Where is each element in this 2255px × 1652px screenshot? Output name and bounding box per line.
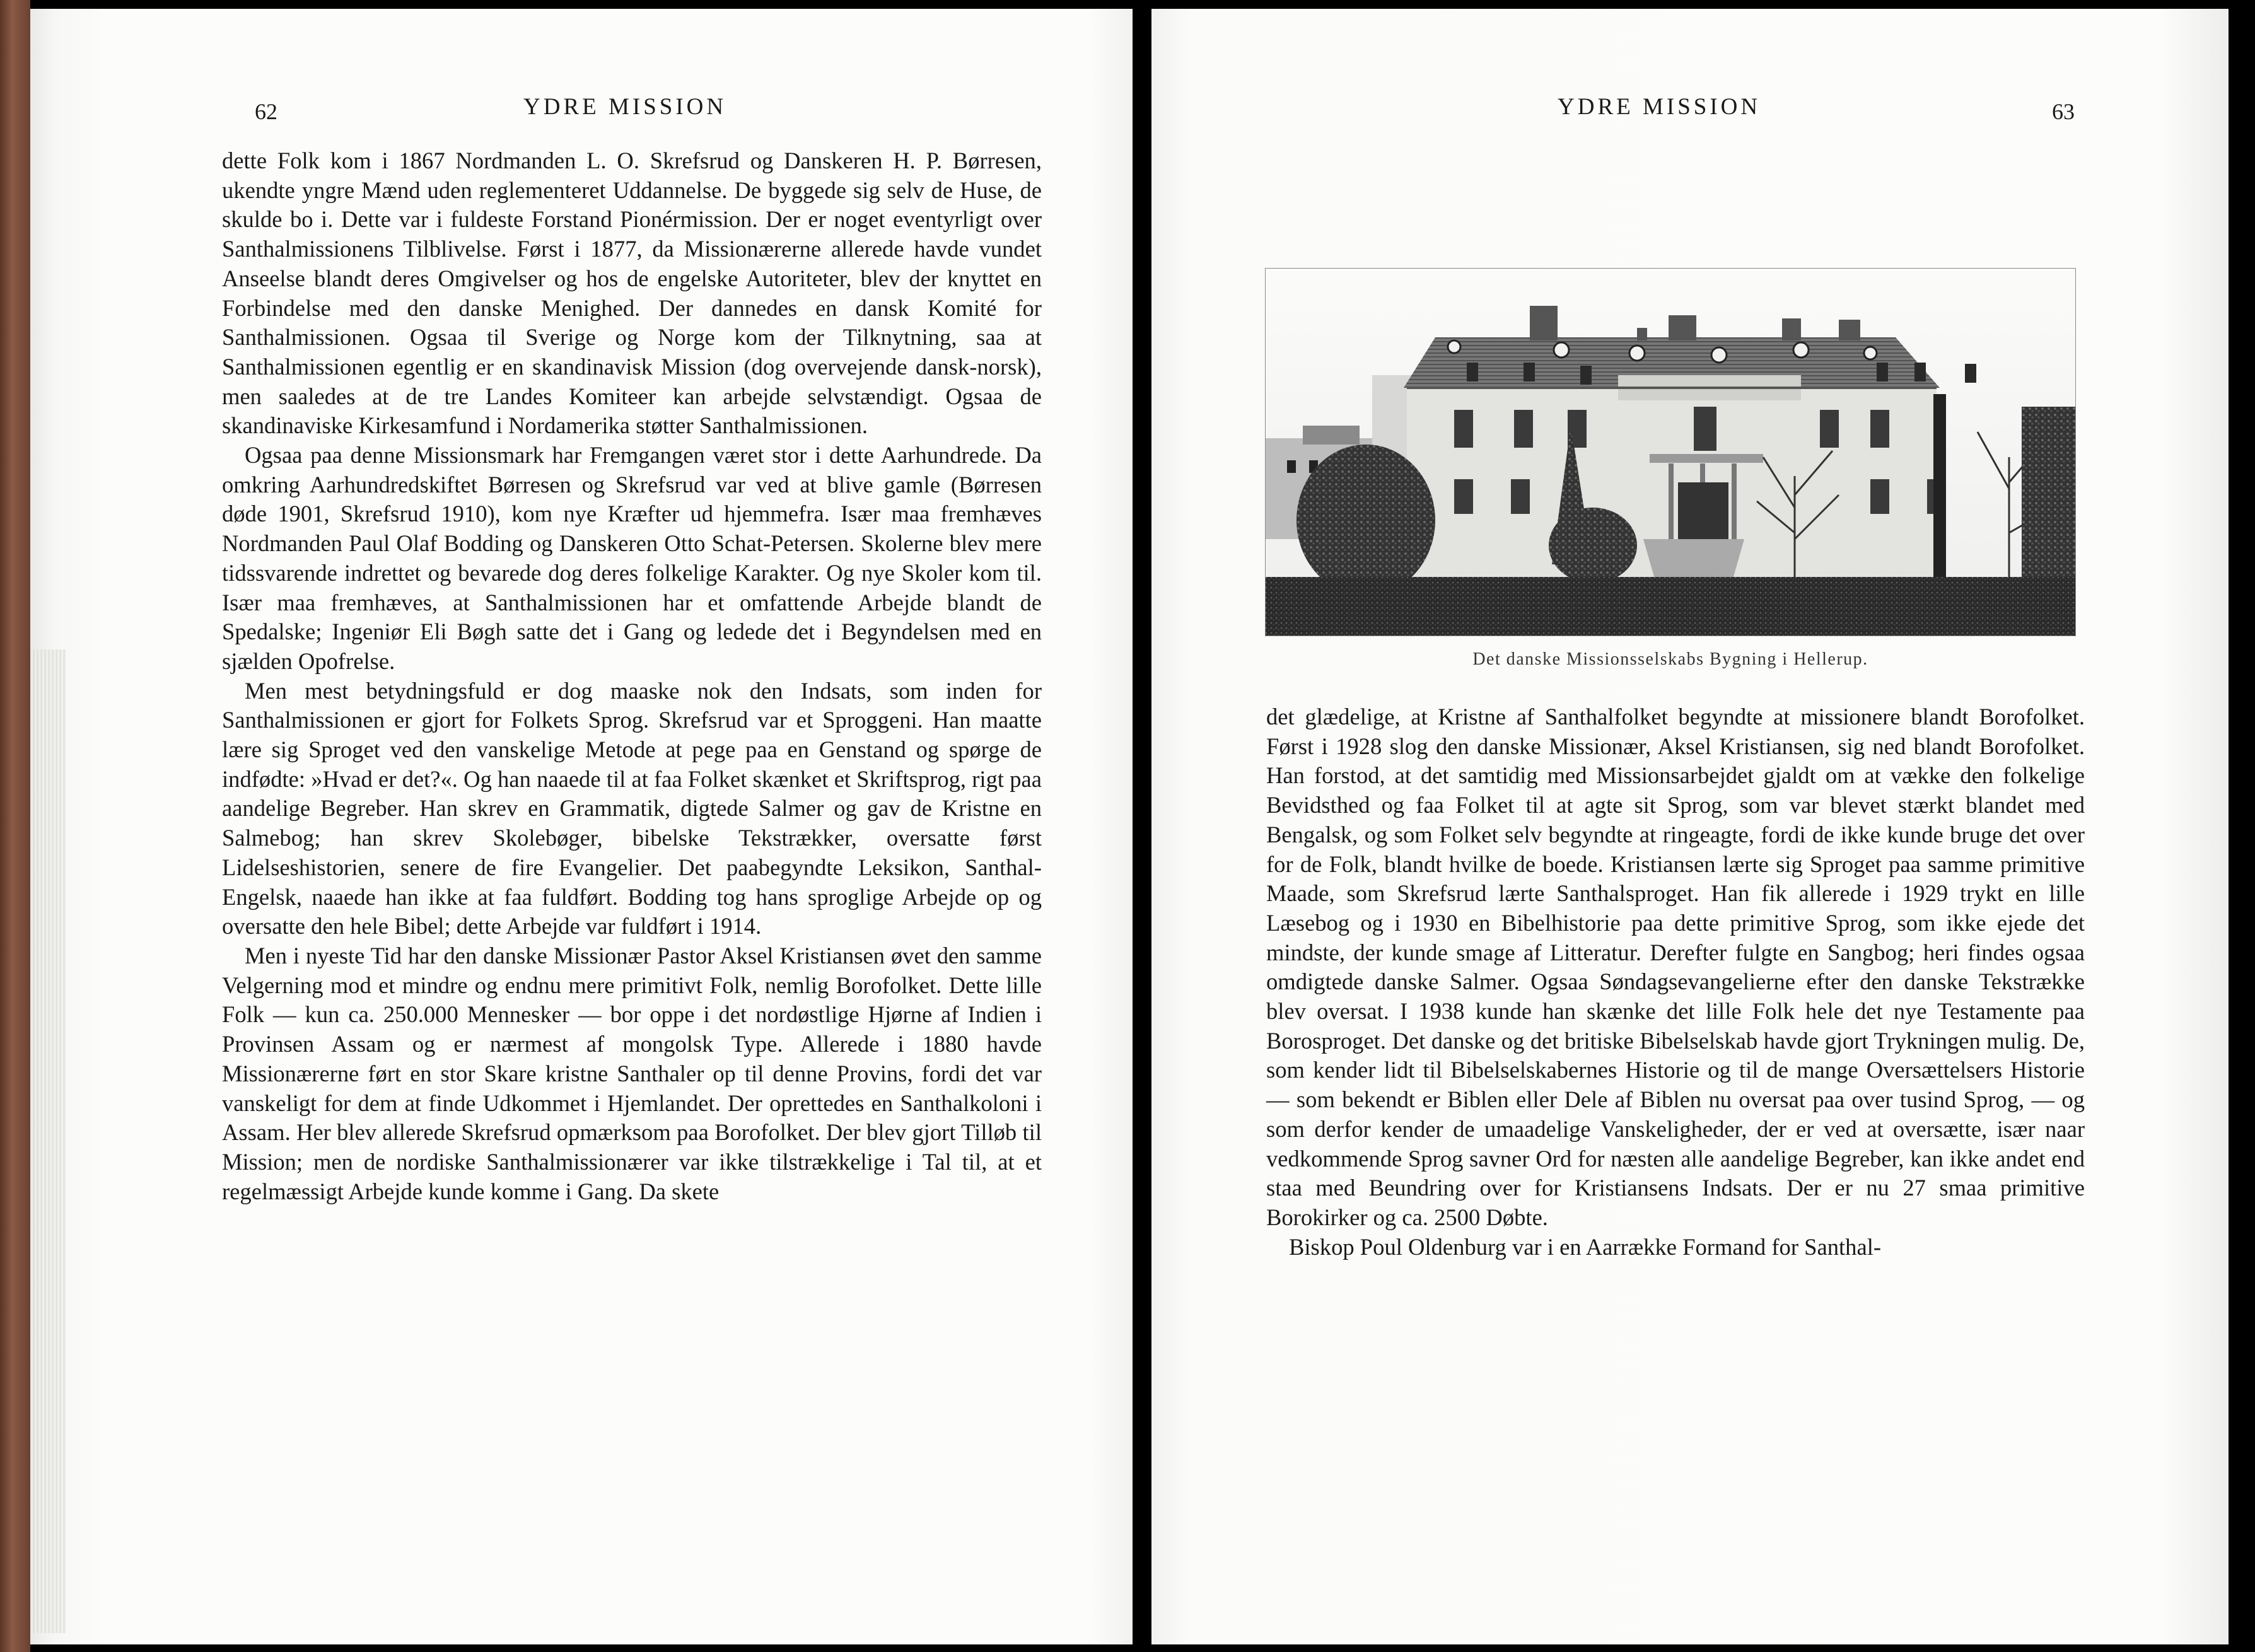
figure-caption: Det danske Missionsselskabs Bygning i Hellerup. (1472, 649, 1868, 669)
right-folio: 63 (2052, 99, 2075, 124)
left-folio: 62 (255, 99, 277, 124)
right-body-text (1266, 702, 2085, 1262)
paragraph: Biskop Poul Oldenburg var i en Aarrække Formand for Santhal- (1289, 1233, 1882, 1260)
right-running-head: YDRE MISSION (1558, 94, 1761, 120)
left-running-head: YDRE MISSION (523, 94, 727, 120)
building-photograph (1265, 268, 2076, 636)
paragraph: det glædelige, at Kristne af Santhalfolket begyndte at missionere blandt Borofolket. Først i 1928 slog den danske Missionær, Aksel Kristiansen, sig ned blandt Borofolket. Han forstod, at det samtidig med Missionsarbejdet gjaldt om at vække den folkelige Bevidsthed og faa Folket til at agte sit Sprog, som var blevet stærkt blandet med Bengalsk, og som Folket selv begyndte at ringeagte, fordi de ikke kunde bruge det over for de Folk, blandt hvilke de boede. Kristiansen lærte sig Sproget paa samme primitive Maade, som Skrefsrud lærte Santhalsproget. Han fik allerede i 1929 trykt en lille Læsebog og i 1930 en Bibelhistorie paa dette primitive Sprog, som ikke ejede det mindste, der kunde smage af Litteratur. Derefter fulgte en Sangbog; heri findes ogsaa omdigtede danske Salmer. Ogsaa Søndagsevangelierne efter den danske Tekstrække blev oversat. I 1938 kunde han skænke det lille Folk hele det nye Testamente paa Borosproget. Det danske og det britiske Bibelselskab havde gjort Trykningen mulig. De, som kender lidt til Bibelselskabernes Historie og til de mange Oversættelsers Historie — som bekendt er Biblen eller Dele af Biblen nu oversat paa over tusind Sprog, — og som derfor kender de umaadelige Vanskeligheder, der er ved at oversætte, især naar vedkommende Sprog savner Ord for næsten alle aandelige Begreber, kan ikke andet end staa med Beundring over for Kristiansens Indsats. Der er nu 27 smaa primitive Borokirker og ca. 2500 Døbte. (1266, 704, 2085, 1230)
paragraph: dette Folk kom i 1867 Nordmanden L. O. Skrefsrud og Danskeren H. P. Børresen, ukendte yngre Mænd uden reglementeret Uddannelse. De byggede sig selv de Huse, de skulde bo i. Dette var i fuldeste Forstand Pionérmission. Der er noget eventyrligt over Santhalmissionens Tilblivelse. Først i 1877, da Missionærerne allerede havde vundet Anseelse blandt deres Omgivelser og hos de engelske Autoriteter, blev der knyttet en Forbindelse med den danske Menighed. Der dannedes en dansk Komité for Santhalmissionen. Ogsaa til Sverige og Norge kom der Tilknytning, saa at Santhalmissionen egentlig er en skandinavisk Mission (dog overvejende dansk-norsk), men saaledes at de tre Landes Komiteer kan arbejde selvstændigt. Ogsaa de skandinaviske Kirkesamfund i Nordamerika støtter Santhalmissionen. (222, 148, 1042, 439)
page-edges (30, 649, 66, 1633)
paragraph: Men mest betydningsfuld er dog maaske nok den Indsats, som inden for Santhalmissionen er gjort for Folkets Sprog. Skrefsrud var et Sproggeni. Han maatte lære sig Sproget ved den vanskelige Metode at pege paa en Genstand og spørge de indfødte: »Hvad er det?«. Og han naaede til at faa Folket skænket et Skriftsprog, rigt paa aandelige Begreber. Han skrev en Grammatik, digtede Salmer og gav de Kristne en Salmebog; han skrev Skolebøger, bibelske Tekstrækker, oversatte først Lidelseshistorien, senere de fire Evangelier. Det paabegyndte Leksikon, Santhal-Engelsk, naaede han ikke at faa fuldført. Bodding tog hans sproglige Arbejde op og oversatte den hele Bibel; dette Arbejde var fuldført i 1914. (222, 677, 1042, 939)
paragraph: Ogsaa paa denne Missionsmark har Fremgangen været stor i dette Aarhundrede. Da omkring Aarhundredskiftet Børresen og Skrefsrud var ved at blive gamle (Børresen døde 1901, Skrefsrud 1910), kom nye Kræfter ud hjemmefra. Især maa fremhæves Nordmanden Paul Olaf Bodding og Danskeren Otto Schat-Petersen. Skolerne blev mere tidssvarende indrettet og bevarede dog deres folkelige Karakter. Og nye Skoler kom til. Især maa fremhæves, at Santhalmissionen har et omfattende Arbejde blandt de Spedalske; Ingeniør Eli Bøgh satte det i Gang og ledede det i Begyndelsen med en sjælden Opofrelse. (222, 442, 1042, 674)
book-spine (0, 0, 30, 1652)
paragraph: Men i nyeste Tid har den danske Missionær Pastor Aksel Kristiansen øvet den samme Velgerning mod et mindre og endnu mere primitivt Folk, nemlig Borofolket. Dette lille Folk — kun ca. 250.000 Mennesker — bor oppe i det nordøstlige Hjørne af Indien i Provinsen Assam og er nærmest af mongolsk Type. Allerede i 1880 havde Missionærerne ført en stor Skare kristne Santhaler op til denne Provins, fordi det var vanskeligt for dem at finde Udkommet i Hjemlandet. Der oprettedes en Santhalkoloni i Assam. Her blev allerede Skrefsrud opmærksom paa Borofolket. Der blev gjort Tilløb til Mission; men de nordiske Santhalmissionærer var ikke tilstrækkelige i Tal til, at et regelmæssigt Arbejde kunde komme i Gang. Da skete (222, 942, 1042, 1204)
left-body-text (222, 146, 1042, 1206)
